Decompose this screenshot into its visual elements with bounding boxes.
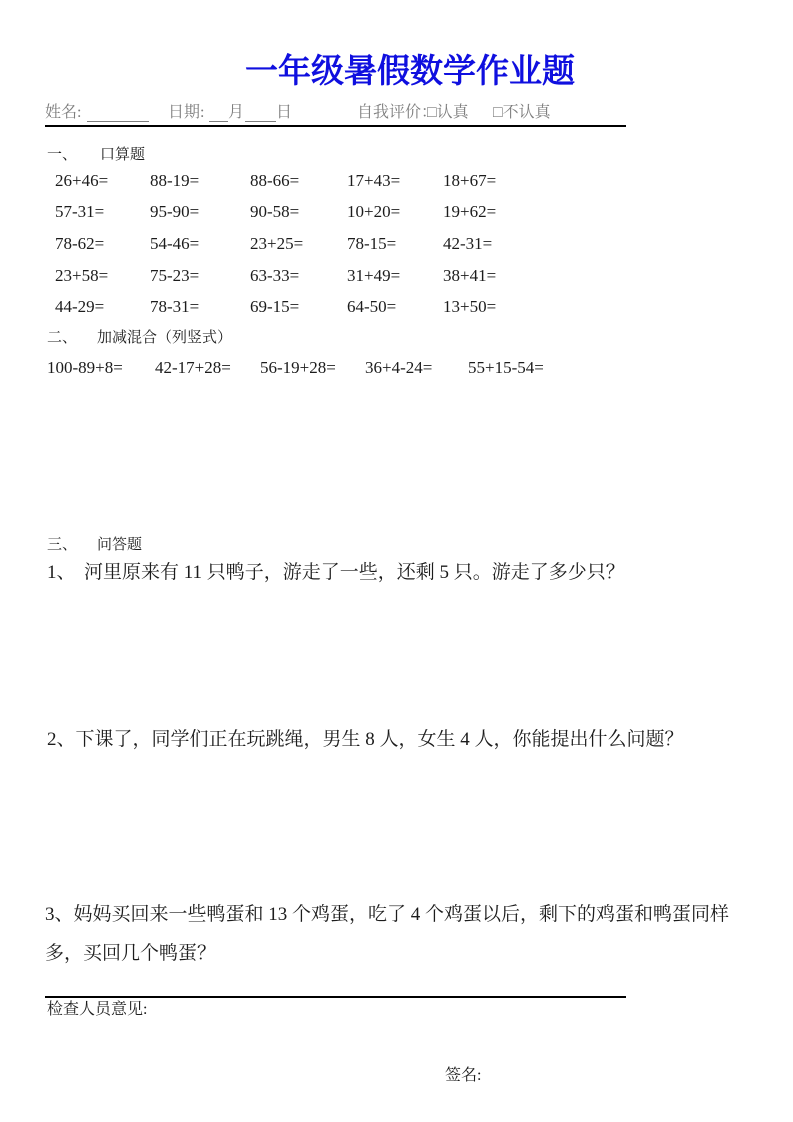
- footer-divider: [45, 996, 626, 998]
- oral-problem: 31+49=: [347, 266, 401, 285]
- oral-problem: 88-19=: [150, 171, 200, 190]
- section1-title: 口算题: [100, 147, 146, 163]
- day-blank-field[interactable]: [245, 105, 276, 122]
- mixed-problem: 42-17+28=: [155, 358, 231, 377]
- oral-problem: 19+62=: [443, 202, 497, 221]
- oral-problem: 63-33=: [250, 266, 300, 285]
- oral-problem: 10+20=: [347, 202, 401, 221]
- oral-problem: 95-90=: [150, 202, 200, 221]
- question-text: 妈妈买回来一些鸭蛋和 13 个鸡蛋，吃了 4 个鸡蛋以后，剩下的鸡蛋和鸭蛋同样多，买回几个鸭蛋？: [45, 904, 730, 964]
- word-question-3: [45, 895, 753, 973]
- section2-number: 二、: [47, 330, 78, 346]
- mixed-problem: 100-89+8=: [47, 358, 123, 377]
- checkbox-not-serious[interactable]: □不认真: [493, 104, 551, 121]
- word-question-2: [47, 727, 684, 753]
- question-number: 2、: [47, 729, 76, 750]
- oral-problem: 78-62=: [55, 234, 105, 253]
- oral-problem: 78-15=: [347, 234, 397, 253]
- section3-title: 问答题: [97, 537, 143, 553]
- section1-number: 一、: [47, 147, 78, 163]
- question-text: 下课了，同学们正在玩跳绳，男生 8 人，女生 4 人，你能提出什么问题？: [75, 729, 684, 750]
- section3-number: 三、: [47, 537, 78, 553]
- oral-problem: 54-46=: [150, 234, 200, 253]
- question-number: 3、: [45, 904, 74, 925]
- oral-problem: 64-50=: [347, 297, 397, 316]
- oral-problem: 26+46=: [55, 171, 109, 190]
- self-eval-label: 自我评价：: [357, 104, 438, 121]
- header-divider: [45, 125, 626, 127]
- oral-problem: 88-66=: [250, 171, 300, 190]
- question-text: 河里原来有 11 只鸭子，游走了一些，还剩 5 只。游走了多少只？: [84, 562, 625, 583]
- date-label: 日期:: [168, 104, 205, 121]
- mixed-problem: 56-19+28=: [260, 358, 336, 377]
- oral-problem: 38+41=: [443, 266, 497, 285]
- oral-problem: 13+50=: [443, 297, 497, 316]
- oral-problem: 69-15=: [250, 297, 300, 316]
- oral-problem: 75-23=: [150, 266, 200, 285]
- oral-problem: 23+58=: [55, 266, 109, 285]
- mixed-problem: 55+15-54=: [468, 358, 544, 377]
- oral-problem: 57-31=: [55, 202, 105, 221]
- oral-problem: 44-29=: [55, 297, 105, 316]
- day-label: 日: [276, 104, 293, 121]
- oral-problem: 90-58=: [250, 202, 300, 221]
- oral-problem: 23+25=: [250, 234, 304, 253]
- oral-problem: 78-31=: [150, 297, 200, 316]
- name-label: 姓名:: [45, 104, 82, 121]
- month-blank-field[interactable]: [209, 105, 228, 122]
- inspector-comments-label: 检查人员意见:: [47, 1001, 148, 1018]
- word-question-1: [47, 560, 625, 586]
- question-number: 1、: [47, 562, 76, 583]
- oral-problem: 42-31=: [443, 234, 493, 253]
- mixed-problem: 36+4-24=: [365, 358, 433, 377]
- oral-problem: 17+43=: [347, 171, 401, 190]
- month-label: 月: [228, 104, 245, 121]
- checkbox-serious[interactable]: □认真: [427, 104, 469, 121]
- oral-problem: 18+67=: [443, 171, 497, 190]
- signature-label: 签名:: [445, 1067, 482, 1084]
- page-title: 一年级暑假数学作业题: [245, 51, 575, 90]
- name-blank-field[interactable]: [87, 105, 149, 122]
- section2-title: 加减混合（列竖式）: [97, 330, 233, 346]
